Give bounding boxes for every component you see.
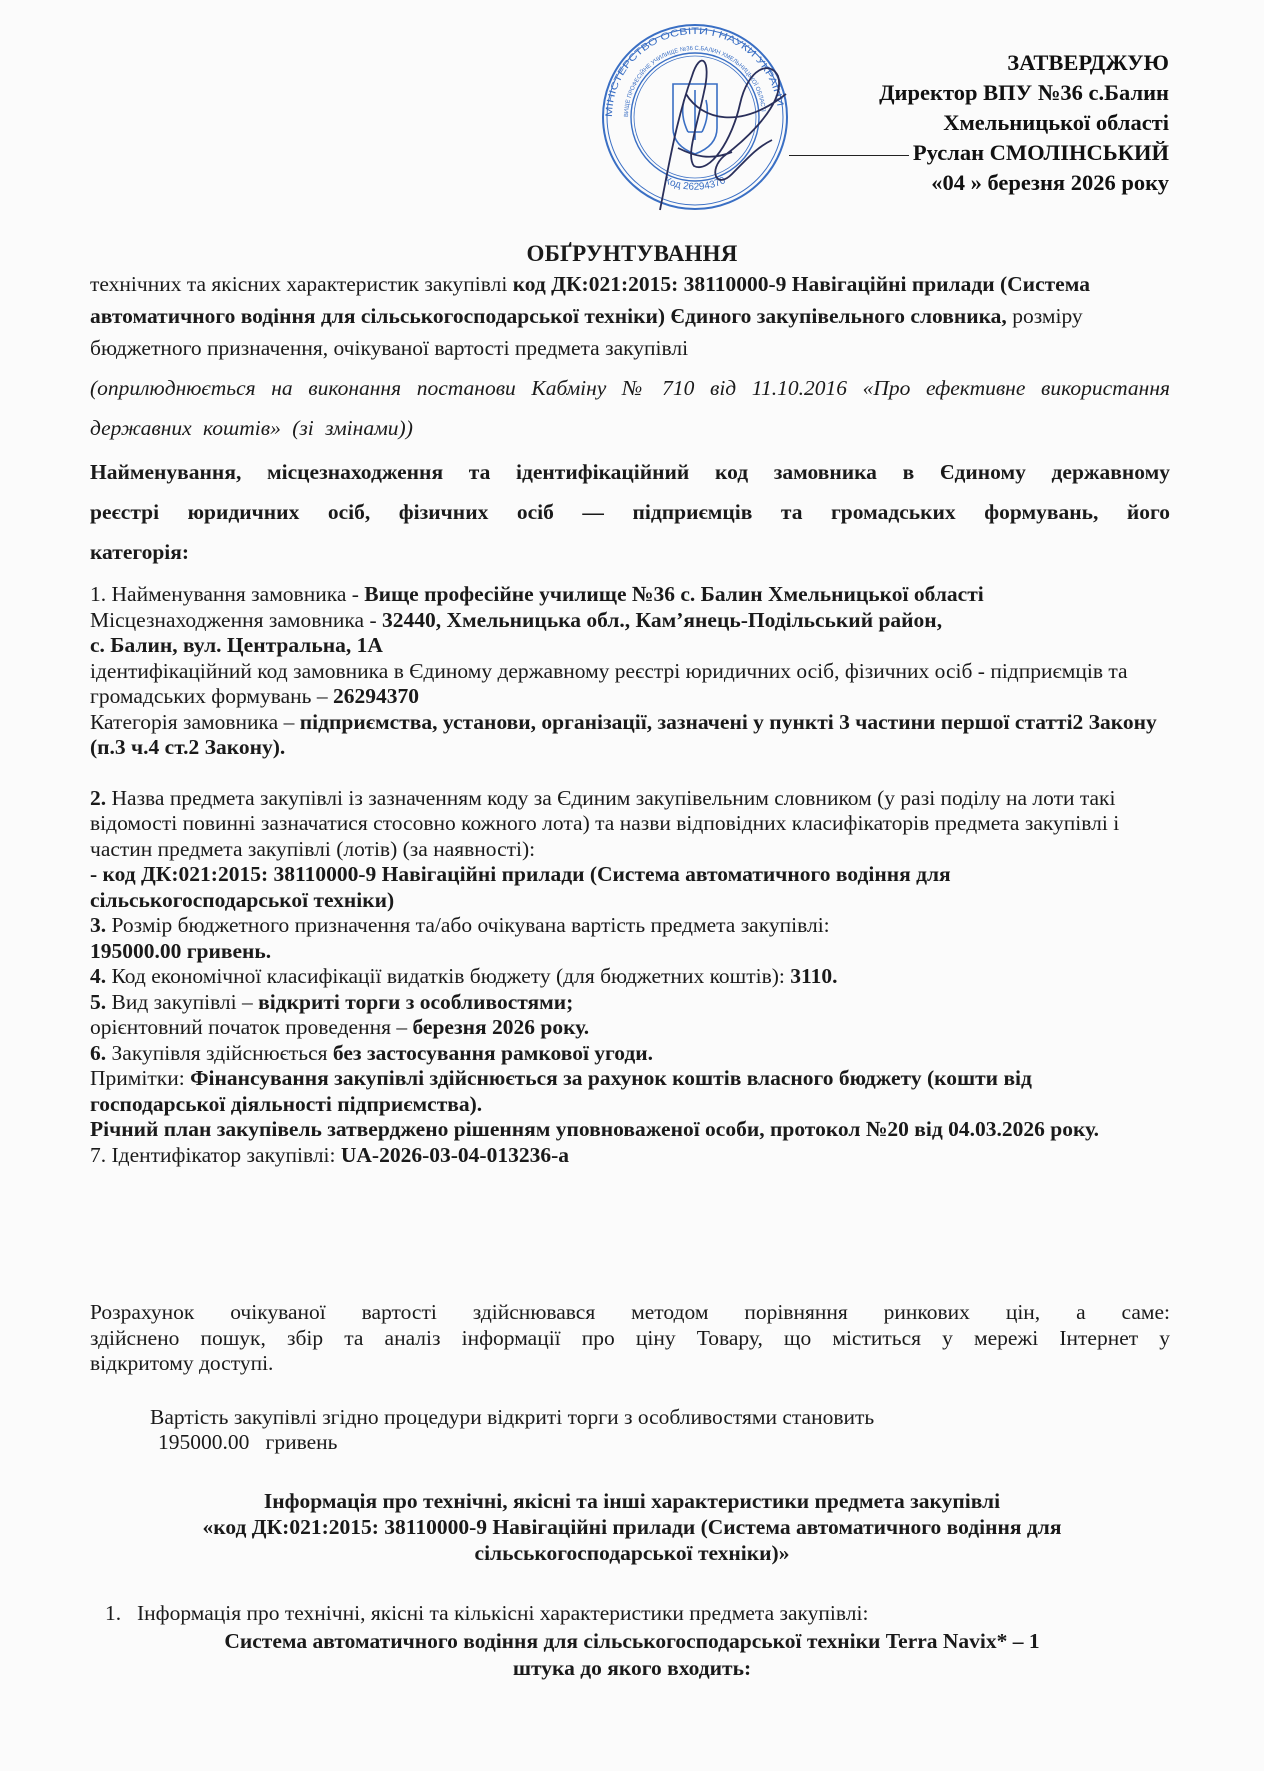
approval-signature-line bbox=[789, 138, 1169, 168]
handwritten-signature bbox=[640, 40, 800, 220]
approval-block bbox=[789, 48, 1169, 198]
intro-paragraph bbox=[90, 268, 1170, 364]
intro-text-end: розміру бюджетного призначення, очікуваної вартості предмета закупівлі bbox=[90, 304, 1083, 360]
cost-amount: 195000.00 bbox=[158, 1430, 250, 1454]
signature-underline bbox=[789, 155, 909, 156]
approval-position: Директор ВПУ №36 с.Балин bbox=[879, 80, 1169, 105]
cost-text: Вартість закупівлі згідно процедури відкриті торги з особливостями становить bbox=[150, 1405, 875, 1429]
customer-location: Місцезнаходження замовника - 32440, Хмельницька обл., Кам’янець-Подільський район, bbox=[90, 607, 943, 632]
section-2: 2. Назва предмета закупівлі із зазначенням коду за Єдиним закупівельним словником (у разі поділу на лоти такі відомості повинні зазначатися стосовно кожного лота) та назви відповідних класифікаторів предмета закупівлі і частин предмета закупівлі (лотів) (за наявності): bbox=[90, 785, 1120, 861]
approval-name: Руслан СМОЛІНСЬКИЙ bbox=[912, 140, 1169, 165]
stamp-inner-text: ВИЩЕ ПРОФЕСІЙНЕ УЧИЛИЩЕ №36 С.БАЛИН ХМЕЛЬНИЦЬКОЇ ОБЛАСТІ bbox=[623, 45, 766, 118]
technical-info-heading: Інформація про технічні, якісні та інші характеристики предмета закупівлі «код ДК:021:2015: 38110000-9 Навігаційні прилади (Система автоматичного водіння для сільськогосподарської техніки)» bbox=[202, 1489, 1062, 1565]
section-2-value: - код ДК:021:2015: 38110000-9 Навігаційні прилади (Система автоматичного водіння для сільськогосподарської техніки) bbox=[90, 862, 951, 912]
customer-category: Категорія замовника – підприємства, установи, організації, зазначені у пункті 3 частини першої статті2 Закону (п.3 ч.4 ст.2 Закону). bbox=[90, 709, 1157, 759]
section-7: 7. Ідентифікатор закупівлі: UA-2026-03-04-013236-a bbox=[90, 1142, 569, 1167]
calculation-line3: відкритому доступі. bbox=[90, 1351, 274, 1375]
customer-location-line2: с. Балин, вул. Центральна, 1А bbox=[90, 633, 383, 657]
procurement-cost bbox=[150, 1405, 874, 1455]
calculation-paragraph bbox=[90, 1300, 1170, 1377]
section-4: 4. Код економічної класифікації видатків бюджету (для бюджетних коштів): 3110. bbox=[90, 964, 838, 988]
procurement-details bbox=[90, 582, 1170, 1168]
section-5: 5. Вид закупівлі – відкриті торги з особливостями; bbox=[90, 989, 574, 1014]
customer-id: ідентифікаційний код замовника в Єдиному державному реєстрі юридичних осіб, фізичних осіб - підприємців та громадських формувань – 26294370 bbox=[90, 658, 1128, 708]
regulation-note: (оприлюднюється на виконання постанови Кабміну № 710 від 11.10.2016 «Про ефективне використання державних коштів» (зі змінами)) bbox=[90, 376, 1170, 440]
customer-heading-line2: реєстрі юридичних осіб, фізичних осіб — підприємців та громадських формувань, його bbox=[90, 500, 1170, 524]
intro-text: технічних та якісних характеристик закупівлі bbox=[90, 272, 513, 296]
approval-date: «04 » березня 2026 року bbox=[931, 170, 1169, 195]
intro-code: код ДК:021:2015: 38110000-9 Навігаційні прилади (Система автоматичного водіння для сільськогосподарської техніки) Єдиного закупівельного словника, bbox=[90, 272, 1090, 328]
item-1: 1. Інформація про технічні, якісні та кількісні характеристики предмета закупівлі: bbox=[105, 1601, 869, 1625]
notes: Примітки: Фінансування закупівлі здійснюється за рахунок коштів власного бюджету (кошти від господарської діяльності підприємства). bbox=[90, 1066, 1032, 1116]
procurement-id: UA-2026-03-04-013236-a bbox=[340, 1142, 569, 1167]
section-3-value: 195000.00 гривень. bbox=[90, 938, 272, 963]
customer-heading-line1: Найменування, місцезнаходження та ідентифікаційний код замовника в Єдиному державному bbox=[90, 460, 1170, 484]
approval-region: Хмельницької області bbox=[943, 110, 1169, 135]
document-title: ОБҐРУНТУВАННЯ bbox=[526, 241, 738, 266]
stamp-outer-text: МІНІСТЕРСТВО ОСВІТИ І НАУКИ УКРАЇНИ bbox=[603, 25, 785, 118]
cost-currency: гривень bbox=[265, 1430, 338, 1454]
section-6: 6. Закупівля здійснюється без застосування рамкової угоди. bbox=[90, 1040, 654, 1065]
product-description: Система автоматичного водіння для сільськогосподарської техніки Terra Navix* – 1 штука до якого входить: bbox=[224, 1629, 1040, 1680]
section-3: 3. Розмір бюджетного призначення та/або очікувана вартість предмета закупівлі: bbox=[90, 913, 830, 937]
stamp-code: Код 26294370 bbox=[662, 175, 728, 193]
approval-heading: ЗАТВЕРДЖУЮ bbox=[1007, 50, 1169, 75]
annual-plan: Річний план закупівель затверджено рішенням уповноваженої особи, протокол №20 від 04.03.2026 року. bbox=[90, 1117, 1100, 1141]
customer-heading bbox=[90, 452, 1170, 572]
section-5-start: орієнтовний початок проведення – березня 2026 року. bbox=[90, 1015, 590, 1039]
calculation-line1: Розрахунок очікуваної вартості здійснювався методом порівняння ринкових цін, а саме: bbox=[90, 1300, 1170, 1324]
calculation-line2: здійснено пошук, збір та аналіз інформації про ціну Товару, що міститься у мережі Інтернет у bbox=[90, 1325, 1170, 1350]
customer-name: 1. Найменування замовника - Вище професійне училище №36 с. Балин Хмельницької області bbox=[90, 582, 984, 606]
customer-heading-line3: категорія: bbox=[90, 540, 190, 564]
